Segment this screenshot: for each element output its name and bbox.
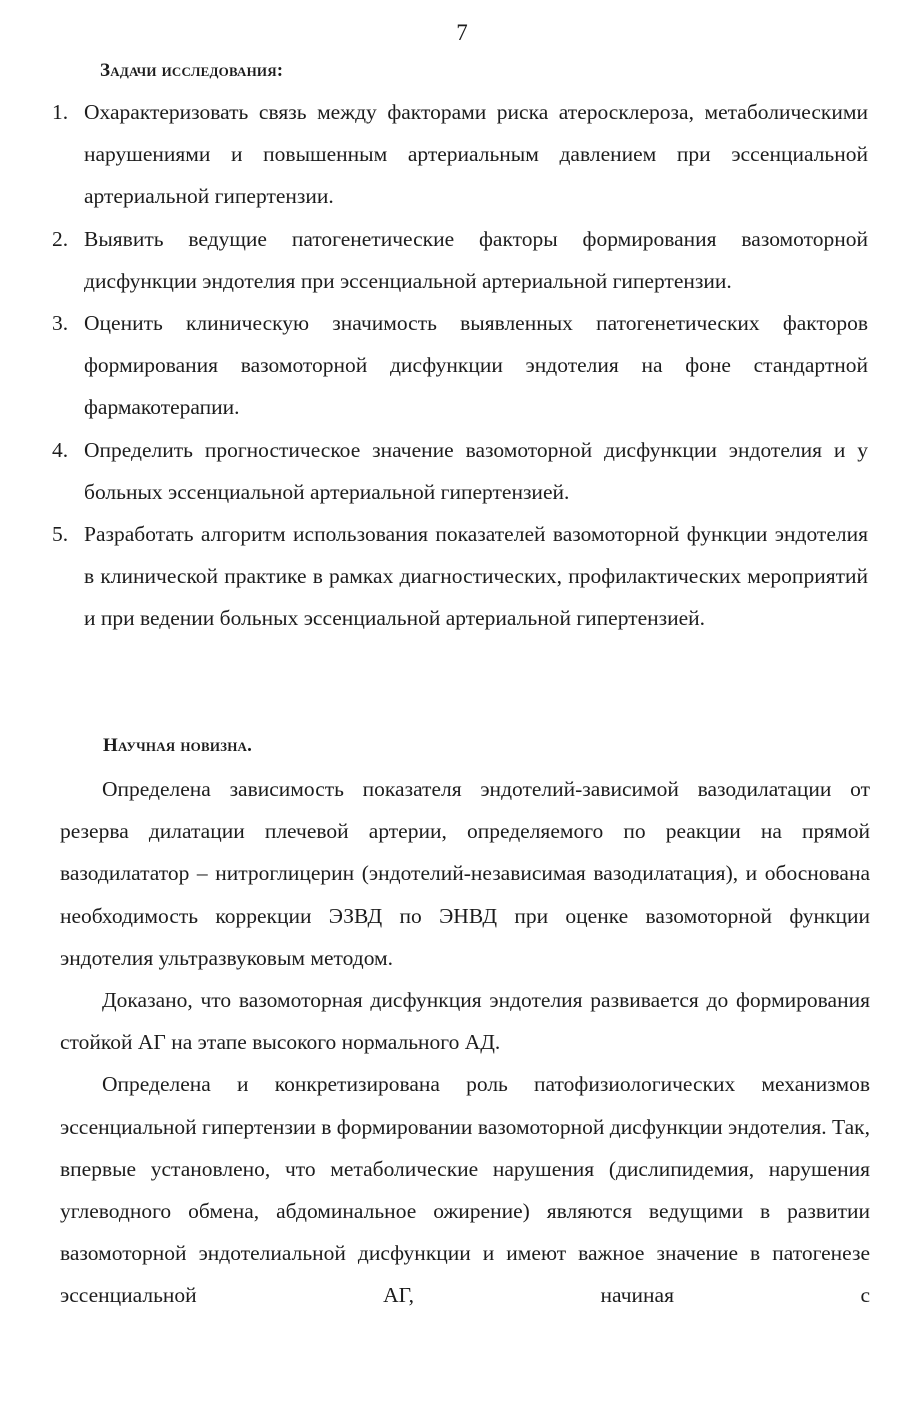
task-text: Оценить клиническую значимость выявленных патогенетических факторов формирования вазомоторной дисфункции эндотелия на фоне стандартной фармакотерапии. (84, 311, 868, 420)
task-number: 1. (52, 100, 69, 124)
page-number: 7 (456, 20, 468, 45)
task-item (46, 302, 868, 429)
task-text: Разработать алгоритм использования показателей вазомоторной функции эндотелия в клинической практике в рамках диагностических, профилактических мероприятий и при ведении больных эссенциальной артериальной гипертензией. (84, 522, 868, 631)
task-text: Определить прогностическое значение вазомоторной дисфункции эндотелия и у больных эссенциальной артериальной гипертензией. (84, 437, 868, 504)
task-number: 3. (52, 311, 69, 336)
task-text: Охарактеризовать связь между факторами риска атеросклероза, метаболическими нарушениями и повышенным артериальным давлением при эссенциальной артериальной гипертензии. (84, 100, 868, 209)
task-number: 5. (52, 522, 69, 547)
tasks-list (46, 91, 868, 640)
novelty-paragraph: Доказано, что вазомоторная дисфункция эндотелия развивается до формирования стойкой АГ на этапе высокого нормального АД. (60, 988, 870, 1055)
novelty-heading: Научная новизна. (103, 735, 253, 756)
novelty-body (60, 768, 870, 1317)
task-item (46, 218, 868, 302)
task-text: Выявить ведущие патогенетические факторы формирования вазомоторной дисфункции эндотелия при эссенциальной артериальной гипертензии. (84, 226, 868, 293)
task-number: 4. (52, 437, 69, 462)
novelty-paragraph: Определена и конкретизирована роль патофизиологических механизмов эссенциальной гипертензии в формировании вазомоторной дисфункции эндотелия. Так, впервые установлено, что метаболические нарушения (дислипидемия, нарушения углеводного обмена, абдоминальное ожирение) являются ведущими в развитии вазомоторной эндотелиальной дисфункции и имеют важное значение в патогенезе эссенциальной АГ, начиная с (60, 1072, 870, 1308)
novelty-paragraph: Определена зависимость показателя эндотелий-зависимой вазодилатации от резерва дилатации плечевой артерии, определяемого по реакции на прямой вазодилататор – нитроглицерин (эндотелий-независимая вазодилатация), и обоснована необходимость коррекции ЭЗВД по ЭНВД при оценке вазомоторной функции эндотелия ультразвуковым методом. (60, 777, 870, 970)
task-item (46, 513, 868, 640)
task-number: 2. (52, 226, 69, 251)
task-item (46, 91, 868, 218)
tasks-heading: Задачи исследования: (100, 60, 284, 81)
task-item (46, 429, 868, 513)
